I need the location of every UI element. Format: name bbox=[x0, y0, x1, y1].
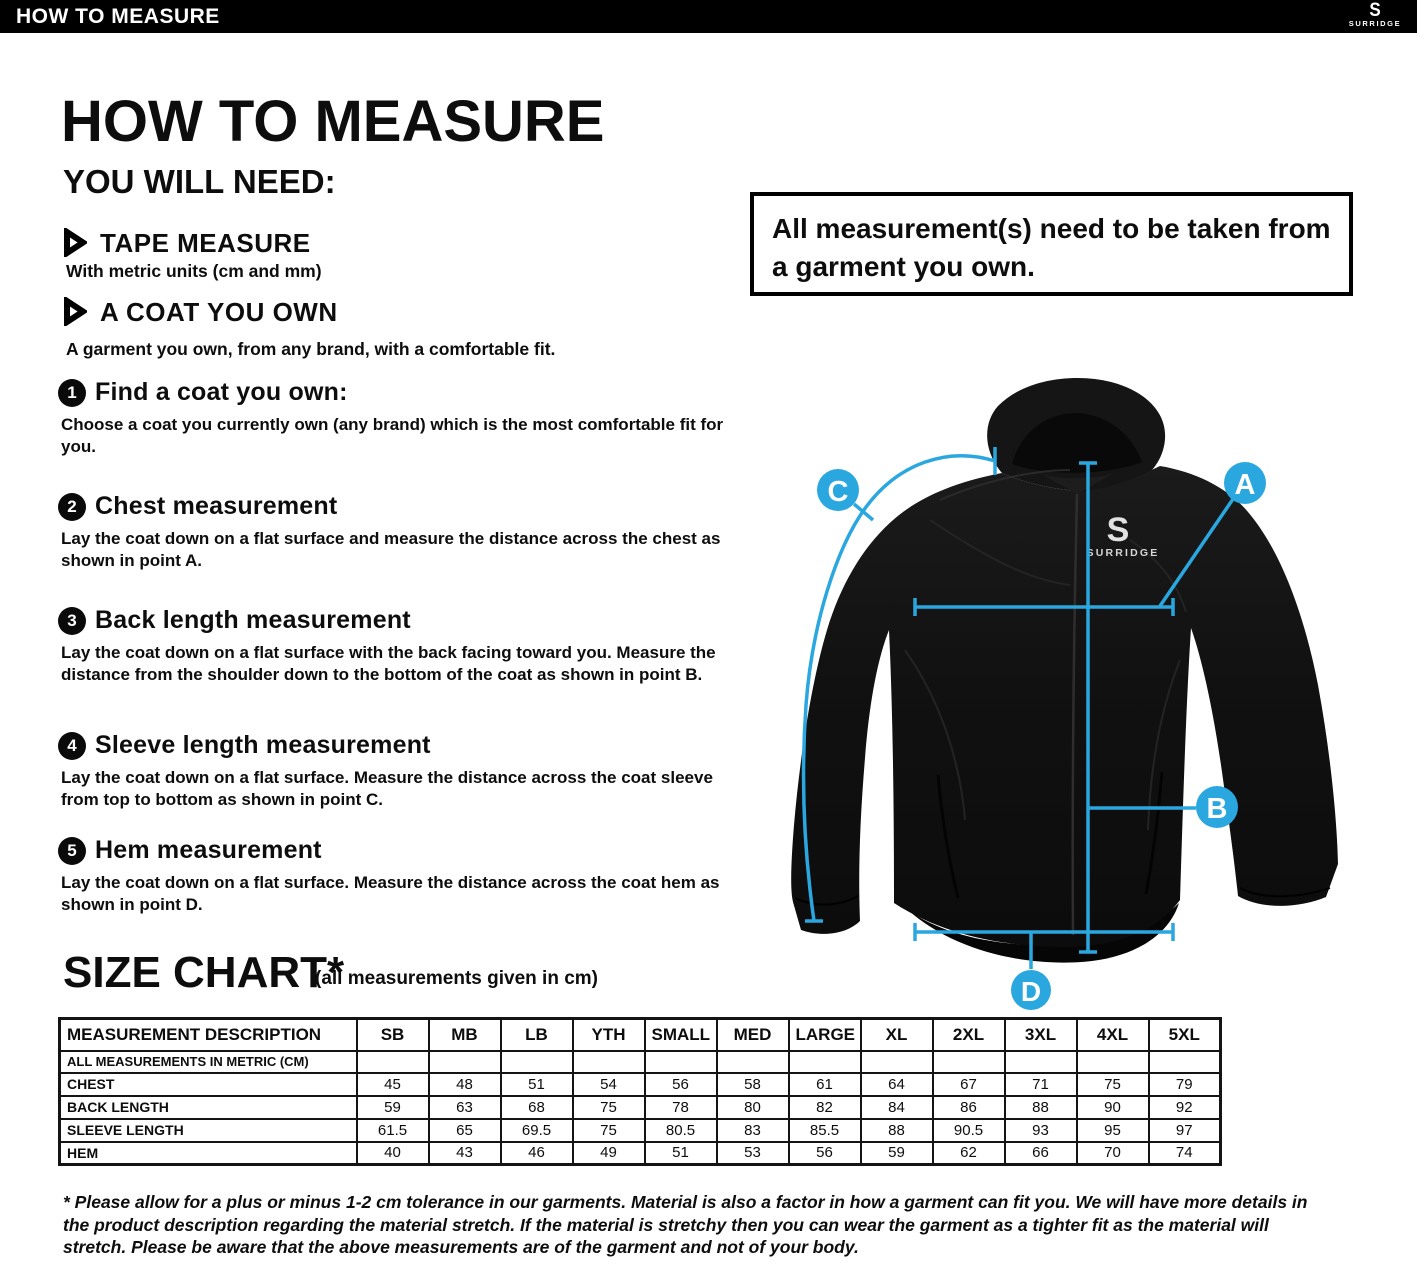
step-4 bbox=[58, 731, 730, 811]
size-chart-value-cell: 71 bbox=[1005, 1073, 1077, 1096]
step-5-title: Hem measurement bbox=[95, 836, 322, 864]
top-bar-title: HOW TO MEASURE bbox=[16, 5, 220, 28]
step-1-title: Find a coat you own: bbox=[95, 378, 348, 406]
size-chart-value-cell: 53 bbox=[717, 1142, 789, 1165]
size-chart-value-cell: 75 bbox=[573, 1119, 645, 1142]
size-chart-value-cell: 93 bbox=[1005, 1119, 1077, 1142]
size-chart-value-cell: 56 bbox=[789, 1142, 861, 1165]
size-chart-header-cell: 5XL bbox=[1149, 1019, 1221, 1051]
step-4-number: 4 bbox=[58, 732, 86, 760]
size-chart-row-label: HEM bbox=[60, 1142, 357, 1165]
size-chart-value-cell: 83 bbox=[717, 1119, 789, 1142]
size-chart-value-cell: 79 bbox=[1149, 1073, 1221, 1096]
step-2-number: 2 bbox=[58, 493, 86, 521]
size-chart-value-cell: 64 bbox=[861, 1073, 933, 1096]
size-chart-header-cell: MB bbox=[429, 1019, 501, 1051]
surridge-s-icon: S bbox=[1369, 0, 1381, 21]
step-4-title: Sleeve length measurement bbox=[95, 731, 431, 759]
size-chart-value-cell: 40 bbox=[357, 1142, 429, 1165]
size-chart-value-cell: 66 bbox=[1005, 1142, 1077, 1165]
size-chart-empty-cell bbox=[645, 1051, 717, 1073]
size-chart-header-cell: LB bbox=[501, 1019, 573, 1051]
size-chart-value-cell: 85.5 bbox=[789, 1119, 861, 1142]
jacket-brand-wordmark: SURRIDGE bbox=[1086, 547, 1160, 559]
size-chart-value-cell: 75 bbox=[1077, 1073, 1149, 1096]
size-chart-row bbox=[60, 1073, 1221, 1096]
size-chart-value-cell: 59 bbox=[861, 1142, 933, 1165]
size-chart-value-cell: 95 bbox=[1077, 1119, 1149, 1142]
size-chart-header-cell: XL bbox=[861, 1019, 933, 1051]
surridge-logo bbox=[1340, 1, 1410, 28]
size-chart-value-cell: 67 bbox=[933, 1073, 1005, 1096]
step-3-description: Lay the coat down on a flat surface with the back facing toward you. Measure the distance from the shoulder down to the bottom of the coat as shown in point B. bbox=[61, 643, 716, 684]
step-5-number: 5 bbox=[58, 837, 86, 865]
badge-c-label: C bbox=[827, 476, 849, 508]
size-chart-value-cell: 97 bbox=[1149, 1119, 1221, 1142]
jacket-brand-s-icon: S bbox=[1106, 511, 1130, 549]
size-chart-value-cell: 88 bbox=[1005, 1096, 1077, 1119]
size-chart-value-cell: 46 bbox=[501, 1142, 573, 1165]
size-chart-table bbox=[58, 1017, 1222, 1166]
size-chart-value-cell: 62 bbox=[933, 1142, 1005, 1165]
step-3 bbox=[58, 606, 730, 686]
size-chart-row-label: CHEST bbox=[60, 1073, 357, 1096]
size-chart-value-cell: 90.5 bbox=[933, 1119, 1005, 1142]
jacket-body bbox=[791, 466, 1338, 947]
size-chart-empty-cell bbox=[789, 1051, 861, 1073]
step-4-description: Lay the coat down on a flat surface. Measure the distance across the coat sleeve from top to bottom as shown in point C. bbox=[61, 768, 713, 809]
size-chart-empty-cell bbox=[1005, 1051, 1077, 1073]
size-chart-value-cell: 88 bbox=[861, 1119, 933, 1142]
need-item-tape-measure: TAPE MEASURE bbox=[100, 228, 311, 258]
size-chart-value-cell: 69.5 bbox=[501, 1119, 573, 1142]
step-5-description: Lay the coat down on a flat surface. Measure the distance across the coat hem as shown in point D. bbox=[61, 873, 720, 914]
size-chart-value-cell: 51 bbox=[501, 1073, 573, 1096]
size-chart-value-cell: 45 bbox=[357, 1073, 429, 1096]
need-item-tape-measure-desc: With metric units (cm and mm) bbox=[66, 261, 322, 281]
size-chart-subtitle: (all measurements given in cm) bbox=[315, 968, 598, 989]
size-chart-value-cell: 61.5 bbox=[357, 1119, 429, 1142]
size-chart-empty-cell bbox=[933, 1051, 1005, 1073]
size-chart-row bbox=[60, 1096, 1221, 1119]
step-1-description: Choose a coat you currently own (any brand) which is the most comfortable fit for you. bbox=[61, 415, 724, 456]
step-5 bbox=[58, 836, 730, 916]
size-chart-header-cell: MEASUREMENT DESCRIPTION bbox=[60, 1019, 357, 1051]
step-1-number: 1 bbox=[58, 379, 86, 407]
tolerance-footnote: * Please allow for a plus or minus 1-2 cm tolerance in our garments. Material is also a factor in how a garment can fit you. We will have more details in the product description regarding the material stretch. If the material is stretchy then you can wear the garment as a tighter fit as the material will stretch. Please be aware that the above measurements are of the garment and not of your body. bbox=[63, 1192, 1308, 1257]
size-chart-value-cell: 51 bbox=[645, 1142, 717, 1165]
size-chart-value-cell: 63 bbox=[429, 1096, 501, 1119]
size-chart-header-cell: LARGE bbox=[789, 1019, 861, 1051]
triangle-bullet-icon bbox=[62, 228, 87, 257]
size-chart-value-cell: 49 bbox=[573, 1142, 645, 1165]
size-chart-row-label: BACK LENGTH bbox=[60, 1096, 357, 1119]
size-chart-empty-cell bbox=[861, 1051, 933, 1073]
size-chart-value-cell: 70 bbox=[1077, 1142, 1149, 1165]
step-2-description: Lay the coat down on a flat surface and measure the distance across the chest as shown in point A. bbox=[61, 529, 721, 570]
size-chart-empty-cell bbox=[501, 1051, 573, 1073]
top-bar bbox=[0, 0, 1417, 33]
size-chart-value-cell: 61 bbox=[789, 1073, 861, 1096]
size-chart-row bbox=[60, 1119, 1221, 1142]
page-title: HOW TO MEASURE bbox=[61, 89, 605, 154]
badge-b-label: B bbox=[1206, 793, 1228, 825]
size-chart-row-label: SLEEVE LENGTH bbox=[60, 1119, 357, 1142]
size-chart-empty-cell bbox=[1077, 1051, 1149, 1073]
need-item-coat: A COAT YOU OWN bbox=[100, 297, 338, 327]
size-chart-value-cell: 92 bbox=[1149, 1096, 1221, 1119]
size-chart-value-cell: 80 bbox=[717, 1096, 789, 1119]
size-chart-header-cell: YTH bbox=[573, 1019, 645, 1051]
step-3-title: Back length measurement bbox=[95, 606, 411, 634]
size-chart-value-cell: 75 bbox=[573, 1096, 645, 1119]
size-chart-value-cell: 80.5 bbox=[645, 1119, 717, 1142]
size-chart-header-cell: MED bbox=[717, 1019, 789, 1051]
size-chart-header-cell: 4XL bbox=[1077, 1019, 1149, 1051]
size-chart-value-cell: 68 bbox=[501, 1096, 573, 1119]
size-chart-value-cell: 54 bbox=[573, 1073, 645, 1096]
size-chart-value-cell: 90 bbox=[1077, 1096, 1149, 1119]
step-3-number: 3 bbox=[58, 607, 86, 635]
need-item-coat-desc: A garment you own, from any brand, with a comfortable fit. bbox=[66, 339, 556, 359]
size-chart-value-cell: 65 bbox=[429, 1119, 501, 1142]
size-chart-value-cell: 78 bbox=[645, 1096, 717, 1119]
size-chart-value-cell: 82 bbox=[789, 1096, 861, 1119]
size-chart-title: SIZE CHART* bbox=[63, 948, 345, 997]
size-chart-empty-cell bbox=[717, 1051, 789, 1073]
size-chart-value-cell: 43 bbox=[429, 1142, 501, 1165]
badge-d-label: D bbox=[1020, 976, 1042, 1007]
size-chart-note-cell: ALL MEASUREMENTS IN METRIC (CM) bbox=[60, 1051, 357, 1073]
size-chart-row bbox=[60, 1142, 1221, 1165]
size-chart-header-cell: 2XL bbox=[933, 1019, 1005, 1051]
step-1 bbox=[58, 378, 730, 458]
notice-box: All measurement(s) need to be taken from a garment you own. bbox=[750, 192, 1353, 296]
size-chart-empty-cell bbox=[429, 1051, 501, 1073]
surridge-wordmark: SURRIDGE bbox=[1348, 19, 1402, 28]
step-2 bbox=[58, 492, 730, 572]
size-chart-empty-cell bbox=[357, 1051, 429, 1073]
size-chart-header-cell: SMALL bbox=[645, 1019, 717, 1051]
size-chart-header-cell: 3XL bbox=[1005, 1019, 1077, 1051]
size-chart-value-cell: 84 bbox=[861, 1096, 933, 1119]
you-will-need-title: YOU WILL NEED: bbox=[63, 163, 336, 200]
size-chart-value-cell: 86 bbox=[933, 1096, 1005, 1119]
size-chart-empty-cell bbox=[573, 1051, 645, 1073]
triangle-bullet-icon bbox=[62, 297, 87, 326]
size-chart-value-cell: 58 bbox=[717, 1073, 789, 1096]
size-chart-empty-cell bbox=[1149, 1051, 1221, 1073]
step-2-title: Chest measurement bbox=[95, 492, 338, 520]
badge-a-label: A bbox=[1234, 469, 1256, 501]
jacket-measurement-diagram bbox=[740, 372, 1417, 1040]
size-chart-value-cell: 59 bbox=[357, 1096, 429, 1119]
size-chart-value-cell: 48 bbox=[429, 1073, 501, 1096]
size-chart-value-cell: 74 bbox=[1149, 1142, 1221, 1165]
size-chart-value-cell: 56 bbox=[645, 1073, 717, 1096]
size-chart-header-cell: SB bbox=[357, 1019, 429, 1051]
